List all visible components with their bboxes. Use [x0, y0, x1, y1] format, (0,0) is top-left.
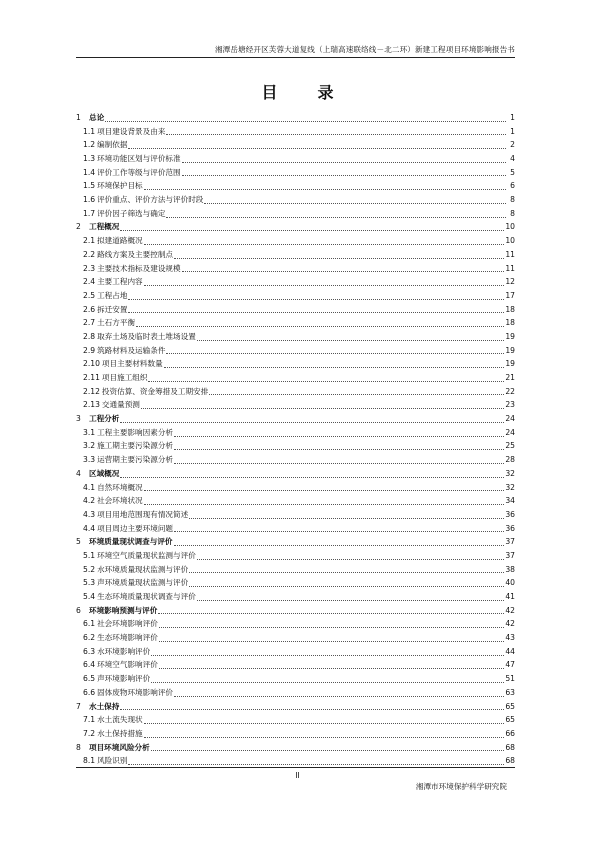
toc-dot-leader: [174, 695, 504, 697]
toc-section-entry[interactable]: [76, 275, 515, 289]
toc-section-entry[interactable]: [76, 289, 515, 303]
toc-section-entry[interactable]: [76, 576, 515, 590]
toc-dot-leader: [144, 489, 505, 491]
toc-dot-leader: [159, 667, 505, 669]
toc-section-entry[interactable]: [76, 686, 515, 700]
toc-dot-leader: [174, 462, 504, 464]
toc-section-entry[interactable]: [76, 453, 515, 467]
toc-section-entry[interactable]: [76, 440, 515, 454]
toc-entry-number: 2.6: [83, 304, 96, 314]
toc-section-entry[interactable]: [76, 316, 515, 330]
toc-entry-page: 22: [505, 386, 515, 396]
toc-entry-number: 8.1: [83, 756, 96, 766]
toc-entry-label: 路线方案及主要控制点: [97, 249, 174, 259]
toc-entry-label: 社会环境影响评价: [97, 619, 158, 629]
toc-entry-label: 评价工作等级与评价范围: [97, 167, 181, 177]
toc-dot-leader: [209, 393, 504, 395]
toc-entry-page: 18: [505, 318, 515, 328]
toc-entry-number: 1.1: [83, 126, 96, 136]
toc-entry-number: 4.1: [83, 482, 96, 492]
toc-entry-page: 43: [505, 633, 515, 643]
toc-entry-label: 拟建道路概况: [97, 236, 143, 246]
toc-dot-leader: [120, 476, 504, 478]
toc-dot-leader: [189, 571, 504, 573]
toc-entry-label: 环境空气质量现状监测与评价: [97, 550, 196, 560]
toc-entry-page: 18: [505, 304, 515, 314]
toc-section-entry[interactable]: [76, 344, 515, 358]
toc-entry-label: 水土流失现状: [97, 715, 143, 725]
toc-dot-leader: [197, 339, 505, 341]
toc-entry-number: 3.1: [83, 427, 96, 437]
toc-entry-number: 2.2: [83, 249, 96, 259]
toc-section-entry[interactable]: [76, 549, 515, 563]
toc-entry-page: 8: [510, 195, 515, 205]
toc-section-entry[interactable]: [76, 125, 515, 139]
toc-dot-leader: [120, 708, 504, 710]
toc-entry-number: 7.1: [83, 715, 96, 725]
table-of-contents: [76, 111, 515, 768]
toc-entry-label: 环境功能区划与评价标准: [97, 154, 181, 164]
toc-dot-leader: [151, 749, 505, 751]
toc-dot-leader: [166, 133, 506, 135]
toc-dot-leader: [144, 284, 505, 286]
toc-dot-leader: [144, 722, 505, 724]
toc-entry-page: 66: [505, 728, 515, 738]
toc-entry-page: 32: [505, 468, 515, 478]
toc-entry-number: 5.4: [83, 592, 96, 602]
toc-entry-number: 2.11: [83, 373, 100, 383]
toc-entry-label: 区域概况: [89, 468, 120, 478]
toc-dot-leader: [166, 352, 504, 354]
toc-entry-number: 2.12: [83, 386, 100, 396]
footer-divider: [76, 767, 515, 768]
toc-entry-number: 2.10: [83, 359, 100, 369]
toc-section-entry[interactable]: [76, 248, 515, 262]
toc-entry-label: 项目用地范围现有情况简述: [97, 509, 189, 519]
toc-entry-page: 6: [510, 181, 515, 191]
toc-dot-leader: [158, 612, 504, 614]
toc-entry-label: 环境空气影响评价: [97, 660, 158, 670]
running-header-title: 湘潭岳塘经开区芙蓉大道复线（上瑞高速联络线－北二环）新建工程项目环境影响报告书: [214, 45, 515, 54]
toc-entry-number: 1: [76, 112, 81, 122]
toc-entry-label: 声环境影响评价: [97, 674, 151, 684]
toc-entry-number: 2.4: [83, 277, 96, 287]
toc-entry-label: 生态环境影响评价: [97, 633, 158, 643]
toc-dot-leader: [136, 325, 504, 327]
toc-entry-number: 6.5: [83, 674, 96, 684]
toc-dot-leader: [182, 270, 505, 272]
toc-dot-leader: [174, 544, 505, 546]
toc-entry-page: 32: [505, 482, 515, 492]
toc-entry-label: 环境质量现状调查与评价: [89, 537, 173, 547]
toc-dot-leader: [151, 681, 504, 683]
toc-dot-leader: [120, 421, 504, 423]
toc-entry-label: 固体废物环境影响评价: [97, 687, 174, 697]
toc-dot-leader: [144, 736, 505, 738]
toc-entry-number: 6.3: [83, 646, 96, 656]
toc-section-entry[interactable]: [76, 645, 515, 659]
toc-entry-page: 65: [505, 701, 515, 711]
toc-entry-label: 取弃土场及临时表土堆场设置: [97, 331, 196, 341]
toc-entry-number: 6.6: [83, 687, 96, 697]
toc-entry-page: 24: [505, 427, 515, 437]
toc-entry-label: 水环境质量现状监测与评价: [97, 564, 189, 574]
toc-section-entry[interactable]: [76, 508, 515, 522]
toc-dot-leader: [174, 257, 504, 259]
toc-dot-leader: [144, 188, 506, 190]
toc-entry-page: 1: [510, 126, 515, 136]
toc-entry-page: 36: [505, 523, 515, 533]
toc-entry-label: 交通量预测: [101, 400, 140, 410]
toc-entry-page: 12: [505, 277, 515, 287]
toc-section-entry[interactable]: [76, 385, 515, 399]
toc-entry-number: 2.3: [83, 263, 96, 273]
toc-entry-number: 5.2: [83, 564, 96, 574]
toc-entry-page: 25: [505, 441, 515, 451]
toc-chapter-entry[interactable]: [76, 535, 515, 549]
toc-entry-page: 41: [505, 592, 515, 602]
toc-entry-page: 19: [505, 359, 515, 369]
toc-section-entry[interactable]: [76, 590, 515, 604]
toc-entry-number: 3.2: [83, 441, 96, 451]
toc-entry-page: 24: [505, 414, 515, 424]
toc-entry-number: 7: [76, 701, 81, 711]
toc-section-entry[interactable]: [76, 672, 515, 686]
toc-dot-leader: [151, 654, 504, 656]
toc-entry-label: 项目环境风险分析: [89, 742, 150, 752]
toc-section-entry[interactable]: [76, 481, 515, 495]
toc-entry-number: 2.13: [83, 400, 100, 410]
toc-entry-page: 37: [505, 537, 515, 547]
toc-entry-number: 1.3: [83, 154, 96, 164]
toc-entry-page: 47: [505, 660, 515, 670]
toc-dot-leader: [159, 626, 505, 628]
toc-entry-page: 1: [510, 112, 515, 122]
toc-entry-page: 11: [505, 249, 515, 259]
toc-section-entry[interactable]: [76, 371, 515, 385]
toc-entry-page: 42: [505, 619, 515, 629]
toc-entry-label: 风险识别: [97, 756, 128, 766]
toc-section-entry[interactable]: [76, 166, 515, 180]
page-number: II: [295, 771, 300, 780]
toc-entry-label: 评价重点、评价方法与评价时段: [97, 195, 204, 205]
toc-entry-number: 5.1: [83, 550, 96, 560]
toc-entry-number: 6: [76, 605, 81, 615]
toc-dot-leader: [144, 243, 505, 245]
toc-chapter-entry[interactable]: [76, 467, 515, 481]
toc-entry-number: 3: [76, 414, 81, 424]
toc-entry-label: 项目建设背景及由来: [97, 126, 166, 136]
toc-dot-leader: [148, 380, 504, 382]
toc-dot-leader: [159, 640, 505, 642]
toc-dot-leader: [182, 161, 506, 163]
toc-entry-page: 28: [505, 455, 515, 465]
toc-dot-leader: [182, 174, 506, 176]
toc-entry-page: 10: [505, 222, 515, 232]
toc-entry-label: 工程概况: [89, 222, 120, 232]
toc-entry-number: 4.2: [83, 496, 96, 506]
toc-entry-page: 65: [505, 715, 515, 725]
toc-entry-page: 44: [505, 646, 515, 656]
toc-chapter-entry[interactable]: [76, 412, 515, 426]
toc-section-entry[interactable]: [76, 262, 515, 276]
toc-entry-page: 5: [510, 167, 515, 177]
toc-dot-leader: [120, 229, 504, 231]
toc-entry-label: 工程分析: [89, 414, 120, 424]
toc-section-entry[interactable]: [76, 234, 515, 248]
toc-section-entry[interactable]: [76, 152, 515, 166]
toc-entry-label: 工程主要影响因素分析: [97, 427, 174, 437]
toc-entry-number: 4.4: [83, 523, 96, 533]
toc-chapter-entry[interactable]: [76, 700, 515, 714]
toc-entry-number: 4: [76, 468, 81, 478]
toc-entry-page: 23: [505, 400, 515, 410]
toc-entry-number: 6.1: [83, 619, 96, 629]
toc-entry-label: 自然环境概况: [97, 482, 143, 492]
toc-section-entry[interactable]: [76, 754, 515, 768]
toc-dot-leader: [144, 503, 505, 505]
toc-entry-label: 主要技术指标及建设规模: [97, 263, 181, 273]
toc-chapter-entry[interactable]: [76, 111, 515, 125]
toc-entry-label: 项目主要材料数量: [101, 359, 163, 369]
toc-entry-page: 63: [505, 687, 515, 697]
toc-section-entry[interactable]: [76, 179, 515, 193]
toc-entry-page: 17: [505, 290, 515, 300]
toc-entry-label: 环境保护目标: [97, 181, 143, 191]
toc-section-entry[interactable]: [76, 631, 515, 645]
toc-entry-number: 5.3: [83, 578, 96, 588]
toc-entry-label: 环境影响预测与评价: [89, 605, 158, 615]
toc-entry-label: 水环境影响评价: [97, 646, 151, 656]
toc-dot-leader: [197, 558, 505, 560]
toc-dot-leader: [128, 147, 506, 149]
toc-entry-label: 生态环境质量现状调查与评价: [97, 592, 196, 602]
toc-entry-label: 施工期主要污染源分析: [97, 441, 174, 451]
toc-entry-page: 51: [505, 674, 515, 684]
toc-section-entry[interactable]: [76, 563, 515, 577]
toc-section-entry[interactable]: [76, 398, 515, 412]
toc-entry-number: 2.7: [83, 318, 96, 328]
toc-entry-label: 声环境质量现状监测与评价: [97, 578, 189, 588]
toc-section-entry[interactable]: [76, 426, 515, 440]
toc-entry-page: 68: [505, 756, 515, 766]
toc-entry-page: 68: [505, 742, 515, 752]
toc-dot-leader: [105, 120, 506, 122]
toc-entry-label: 筑路材料及运输条件: [97, 345, 166, 355]
toc-entry-page: 34: [505, 496, 515, 506]
toc-dot-leader: [141, 407, 504, 409]
toc-dot-leader: [174, 435, 504, 437]
toc-section-entry[interactable]: [76, 330, 515, 344]
toc-entry-number: 1.5: [83, 181, 96, 191]
toc-entry-page: 36: [505, 509, 515, 519]
toc-heading: 目 录: [261, 83, 346, 102]
toc-entry-number: 1.4: [83, 167, 96, 177]
toc-section-entry[interactable]: [76, 494, 515, 508]
toc-entry-number: 1.7: [83, 208, 96, 218]
toc-entry-label: 水土保持: [89, 701, 120, 711]
toc-entry-number: 1.2: [83, 140, 96, 150]
toc-entry-page: 37: [505, 550, 515, 560]
toc-entry-label: 评价因子筛选与确定: [97, 208, 166, 218]
header-divider: [76, 57, 515, 58]
toc-dot-leader: [189, 585, 504, 587]
toc-entry-number: 4.3: [83, 509, 96, 519]
toc-section-entry[interactable]: [76, 617, 515, 631]
toc-entry-label: 水土保持措施: [97, 728, 143, 738]
toc-entry-label: 项目施工组织: [101, 373, 148, 383]
toc-entry-page: 11: [505, 263, 515, 273]
toc-dot-leader: [204, 202, 506, 204]
toc-dot-leader: [128, 763, 504, 765]
toc-entry-label: 项目周边主要环境问题: [97, 523, 174, 533]
toc-entry-page: 42: [505, 605, 515, 615]
toc-entry-page: 21: [505, 373, 515, 383]
toc-dot-leader: [174, 530, 504, 532]
toc-entry-page: 10: [505, 236, 515, 246]
toc-entry-page: 4: [510, 154, 515, 164]
toc-entry-page: 38: [505, 564, 515, 574]
toc-entry-number: 6.2: [83, 633, 96, 643]
toc-section-entry[interactable]: [76, 193, 515, 207]
toc-dot-leader: [174, 448, 504, 450]
toc-entry-label: 总论: [89, 112, 105, 122]
toc-section-entry[interactable]: [76, 138, 515, 152]
toc-section-entry[interactable]: [76, 207, 515, 221]
toc-entry-page: 19: [505, 331, 515, 341]
toc-dot-leader: [197, 599, 505, 601]
toc-dot-leader: [189, 517, 504, 519]
toc-section-entry[interactable]: [76, 357, 515, 371]
toc-entry-page: 19: [505, 345, 515, 355]
toc-entry-label: 编制依据: [97, 140, 128, 150]
toc-entry-page: 8: [510, 208, 515, 218]
toc-entry-label: 社会环境状况: [97, 496, 143, 506]
toc-entry-label: 运营期主要污染源分析: [97, 455, 174, 465]
toc-entry-page: 2: [510, 140, 515, 150]
toc-dot-leader: [164, 366, 505, 368]
toc-entry-number: 2.1: [83, 236, 96, 246]
toc-entry-number: 6.4: [83, 660, 96, 670]
toc-dot-leader: [128, 298, 504, 300]
toc-chapter-entry[interactable]: [76, 221, 515, 235]
toc-entry-number: 7.2: [83, 728, 96, 738]
toc-entry-label: 投资估算、资金筹措及工期安排: [101, 386, 209, 396]
toc-section-entry[interactable]: [76, 713, 515, 727]
toc-chapter-entry[interactable]: [76, 741, 515, 755]
toc-section-entry[interactable]: [76, 522, 515, 536]
toc-entry-number: 8: [76, 742, 81, 752]
toc-entry-number: 2.8: [83, 331, 96, 341]
toc-entry-number: 1.6: [83, 195, 96, 205]
toc-entry-number: 2.5: [83, 290, 96, 300]
toc-entry-label: 土石方平衡: [97, 318, 136, 328]
toc-entry-number: 2.9: [83, 345, 96, 355]
toc-entry-number: 2: [76, 222, 81, 232]
toc-dot-leader: [166, 216, 506, 218]
toc-entry-number: 3.3: [83, 455, 96, 465]
toc-entry-page: 40: [505, 578, 515, 588]
toc-entry-label: 拆迁安置: [97, 304, 128, 314]
toc-chapter-entry[interactable]: [76, 604, 515, 618]
toc-entry-number: 5: [76, 537, 81, 547]
toc-section-entry[interactable]: [76, 727, 515, 741]
toc-dot-leader: [128, 311, 504, 313]
toc-entry-label: 主要工程内容: [97, 277, 143, 287]
toc-section-entry[interactable]: [76, 659, 515, 673]
toc-section-entry[interactable]: [76, 303, 515, 317]
footer-organization: 湘潭市环境保护科学研究院: [415, 782, 507, 791]
toc-entry-label: 工程占地: [97, 290, 128, 300]
